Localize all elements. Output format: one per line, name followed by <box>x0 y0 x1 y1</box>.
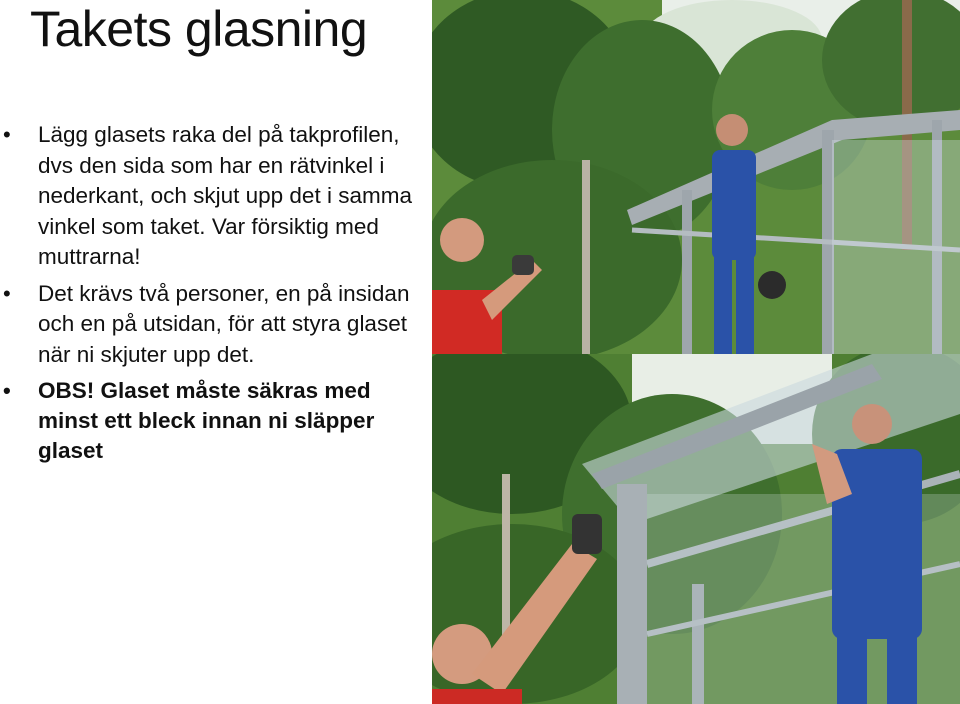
bullet-item-warning <box>0 376 420 466</box>
bullet-dot: • <box>3 378 11 403</box>
photo-greenhouse-top <box>432 0 960 354</box>
bullet-dot: • <box>3 280 11 306</box>
photo-greenhouse-bottom <box>432 354 960 704</box>
bullet-list <box>0 120 420 472</box>
photo-greenhouse-bottom-image <box>432 354 960 704</box>
bullet-item <box>0 120 420 273</box>
bullet-text: OBS! Glaset måste säkras med minst ett bleck innan ni släpper glaset <box>38 378 375 463</box>
slide-title: Takets glasning <box>30 1 368 57</box>
bullet-text: Lägg glasets raka del på takprofilen, dvs den sida som har en rätvinkel i nederkant, och skjut upp det i samma vinkel som taket. Var försiktig med muttrarna! <box>38 122 412 269</box>
bullet-item <box>0 279 420 371</box>
photo-greenhouse-top-image <box>432 0 960 354</box>
bullet-dot: • <box>3 122 11 147</box>
bullet-text: Det krävs två personer, en på insidan och en på utsidan, för att styra glaset när ni skjuter upp det. <box>38 280 410 367</box>
